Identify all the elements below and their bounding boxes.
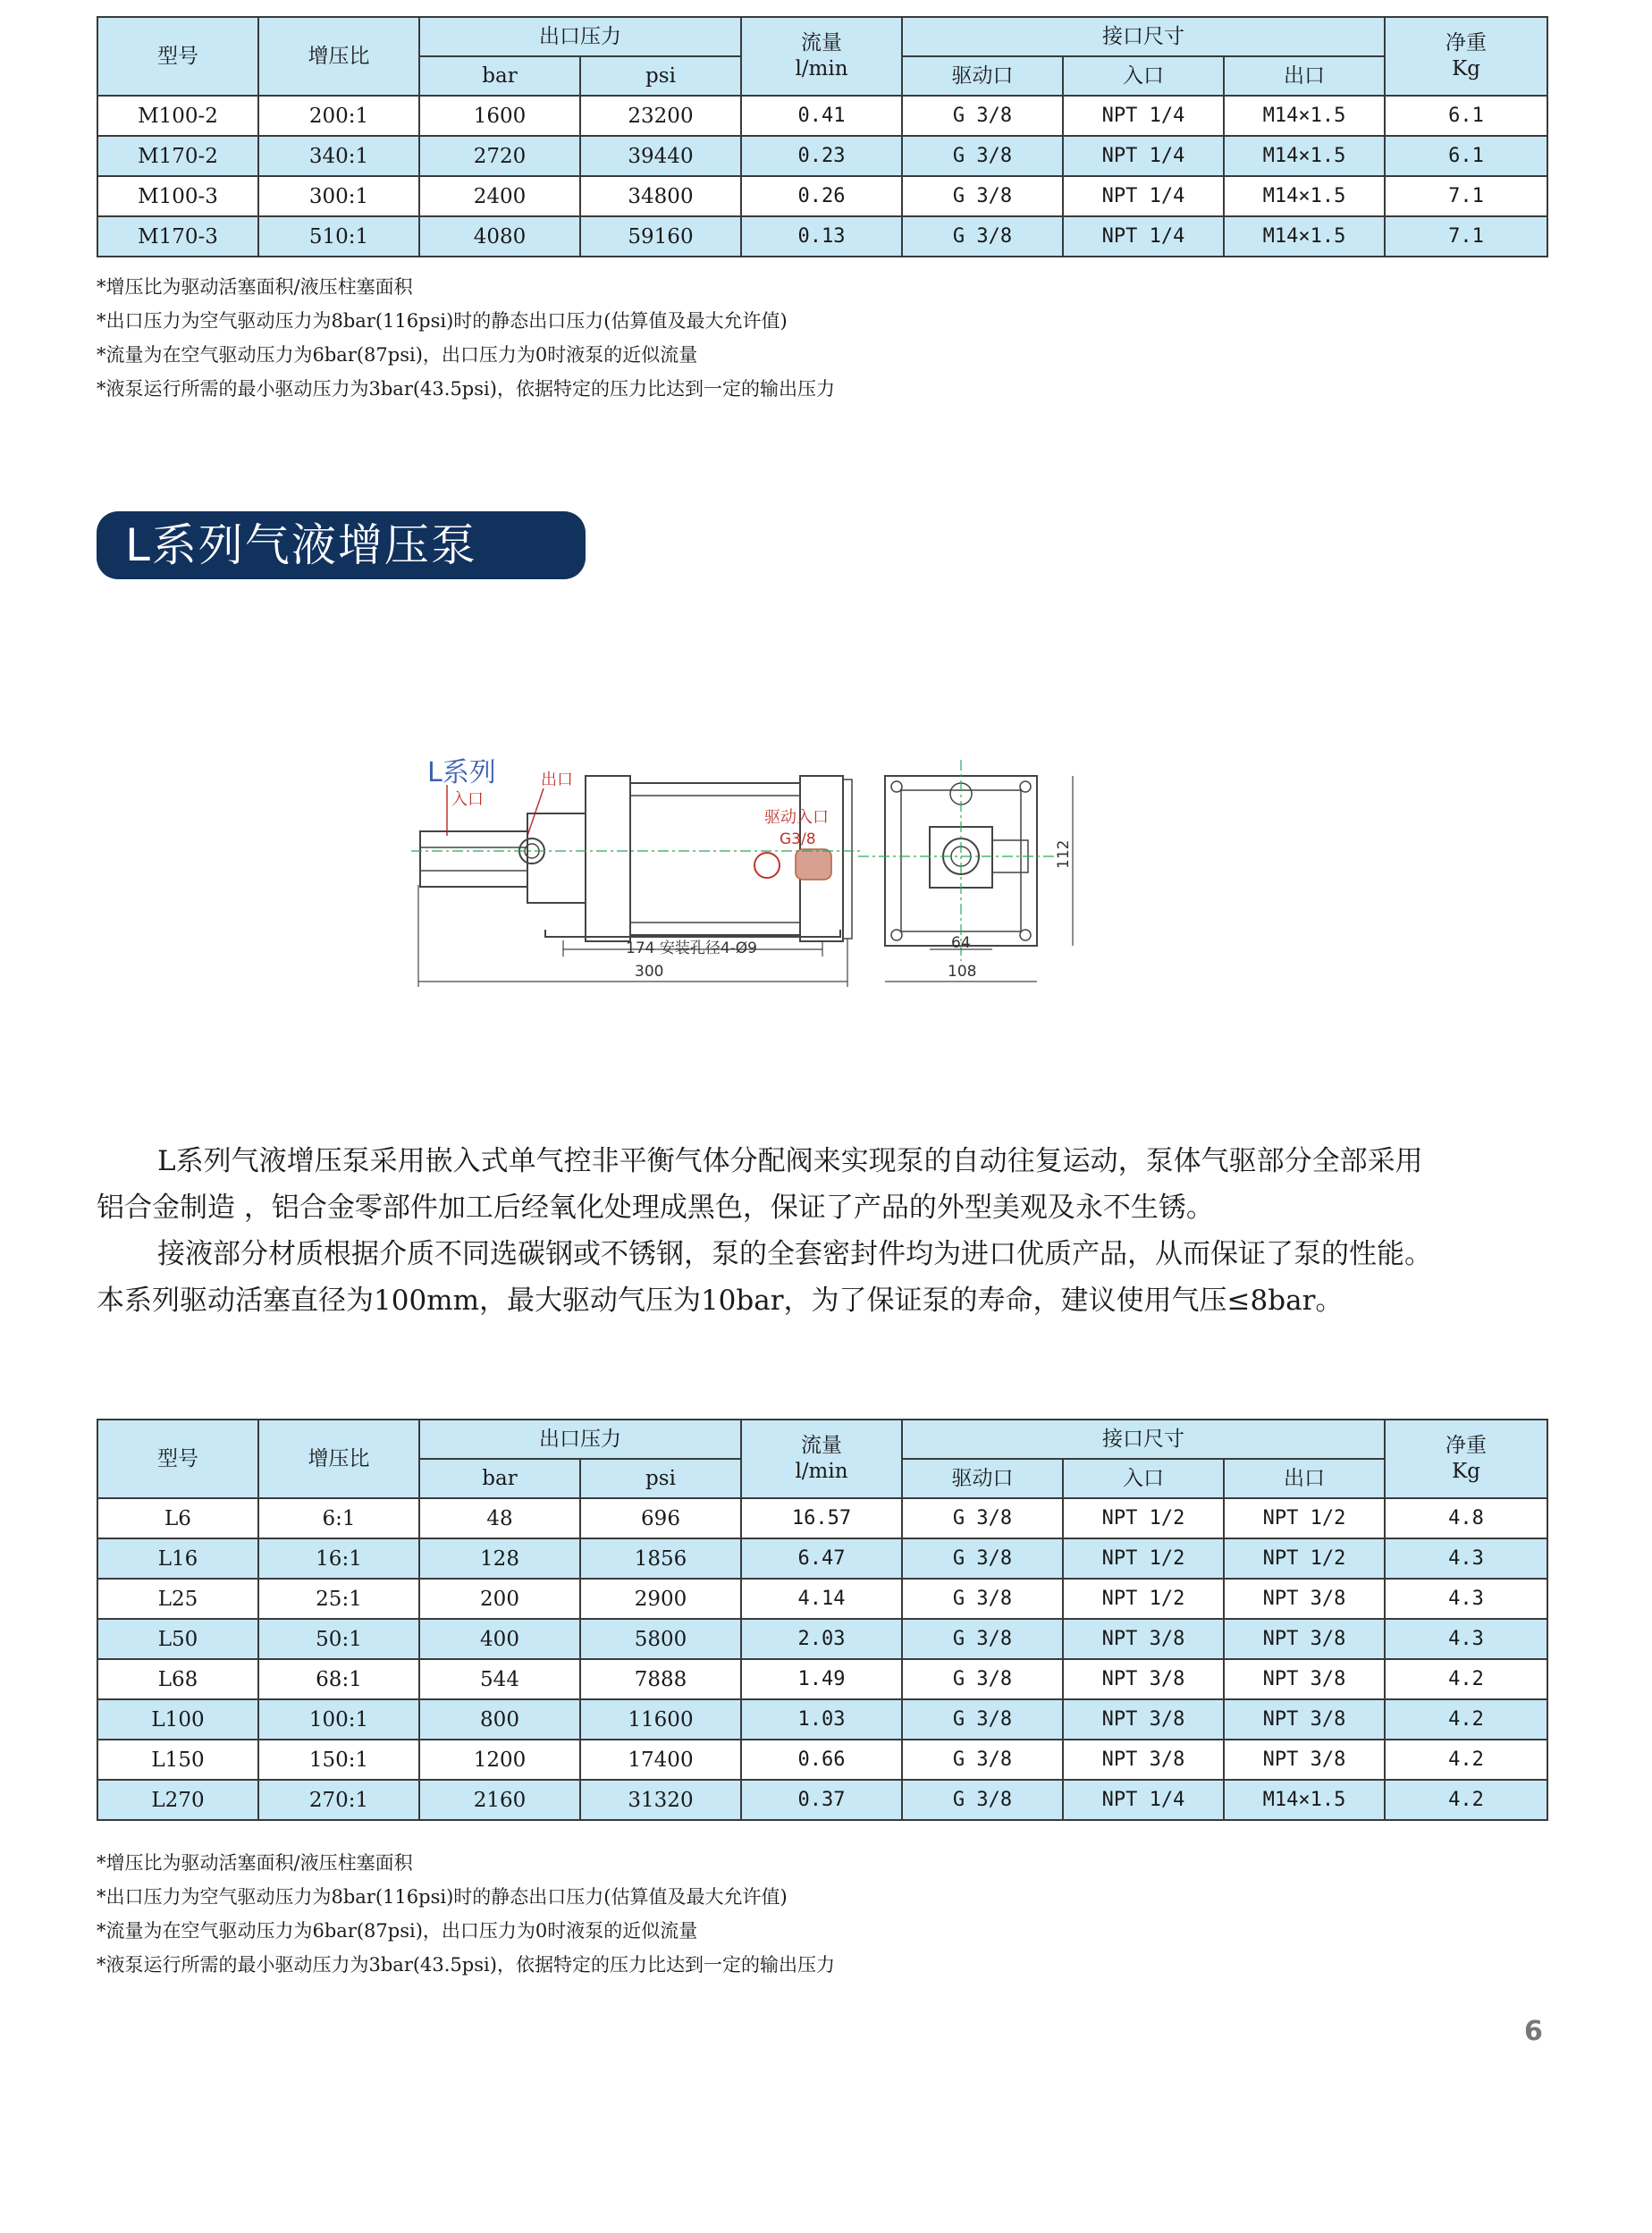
note-min-drive: *液泵运行所需的最小驱动压力为3bar(43.5psi)，依据特定的压力比达到一定的输出压力 [97,378,835,400]
cell-outlet: NPT 3/8 [1224,1740,1385,1780]
note-flow: *流量为在空气驱动压力为6bar(87psi)，出口压力为0时液泵的近似流量 [97,344,698,366]
cell-outlet: NPT 3/8 [1224,1699,1385,1740]
inlet-rod [420,831,527,887]
header-ports: 接口尺寸 [902,17,1385,56]
cell-drive: G 3/8 [902,1619,1063,1659]
cell-model: M100-3 [97,176,258,216]
label-outlet: 出口 [541,771,573,789]
header-drive-port: 驱动口 [902,56,1063,96]
cell-outlet: M14×1.5 [1224,176,1385,216]
description-line-2: 铝合金制造 ，铝合金零部件加工后经氧化处理成黑色，保证了产品的外型美观及永不生锈。 [97,1192,1214,1224]
header-weight: 净重 Kg [1385,1420,1547,1498]
cell-model: M100-2 [97,96,258,136]
header-drive-port: 驱动口 [902,1459,1063,1498]
cell-psi: 34800 [580,176,741,216]
l-series-spec-table [97,1419,1548,1821]
cell-outlet: NPT 1/2 [1224,1498,1385,1538]
cell-weight: 4.2 [1385,1780,1547,1820]
cell-drive: G 3/8 [902,1538,1063,1579]
cell-drive: G 3/8 [902,1780,1063,1820]
cell-ratio: 510:1 [258,216,419,257]
cell-bar: 800 [419,1699,580,1740]
cell-weight: 4.3 [1385,1619,1547,1659]
cell-flow: 0.13 [741,216,902,257]
cell-flow: 0.66 [741,1740,902,1780]
cell-psi: 23200 [580,96,741,136]
cell-flow: 1.03 [741,1699,902,1740]
note-outlet-pressure: *出口压力为空气驱动压力为8bar(116psi)时的静态出口压力(估算值及最大允许值) [97,1886,788,1908]
cell-outlet: M14×1.5 [1224,96,1385,136]
cell-outlet: M14×1.5 [1224,1780,1385,1820]
leader-outlet [527,788,544,836]
header-model: 型号 [97,17,258,96]
header-flow: 流量 l/min [741,17,902,96]
dim-width-outer: 108 [948,963,977,981]
table-row [97,216,1547,257]
header-inlet: 入口 [1063,56,1224,96]
table-row [97,1498,1547,1538]
header-outlet: 出口 [1224,1459,1385,1498]
label-series: L系列 [427,757,496,788]
header-inlet: 入口 [1063,1459,1224,1498]
cell-outlet: M14×1.5 [1224,216,1385,257]
note-outlet-pressure: *出口压力为空气驱动压力为8bar(116psi)时的静态出口压力(估算值及最大允许值) [97,310,788,332]
table-row [97,1699,1547,1740]
l-table-body [97,1498,1547,1820]
cell-inlet: NPT 3/8 [1063,1619,1224,1659]
cell-flow: 6.47 [741,1538,902,1579]
cell-weight: 4.2 [1385,1659,1547,1699]
cell-flow: 16.57 [741,1498,902,1538]
header-ratio: 增压比 [258,17,419,96]
cell-psi: 31320 [580,1780,741,1820]
header-psi: psi [580,56,741,96]
m-table-body [97,96,1547,257]
cell-weight: 4.3 [1385,1538,1547,1579]
cell-model: L68 [97,1659,258,1699]
cell-model: L50 [97,1619,258,1659]
description-line-4: 本系列驱动活塞直径为100mm，最大驱动气压为10bar，为了保证泵的寿命，建议使用气压≤8bar。 [97,1285,1344,1317]
cell-ratio: 25:1 [258,1579,419,1619]
cell-model: L100 [97,1699,258,1740]
outlet-block [527,813,586,903]
cell-bar: 400 [419,1619,580,1659]
cell-bar: 128 [419,1538,580,1579]
cell-model: L270 [97,1780,258,1820]
cell-psi: 1856 [580,1538,741,1579]
header-outlet: 出口 [1224,56,1385,96]
cell-inlet: NPT 1/4 [1063,96,1224,136]
cell-bar: 1600 [419,96,580,136]
cell-ratio: 340:1 [258,136,419,176]
table-row [97,1619,1547,1659]
header-model: 型号 [97,1420,258,1498]
cell-ratio: 300:1 [258,176,419,216]
description-line-1: L系列气液增压泵采用嵌入式单气控非平衡气体分配阀来实现泵的自动往复运动，泵体气驱部分全部采用 [157,1145,1423,1177]
cell-inlet: NPT 1/4 [1063,1780,1224,1820]
table-row [97,1740,1547,1780]
l-series-description [97,1138,1549,1324]
cell-ratio: 270:1 [258,1780,419,1820]
cell-weight: 7.1 [1385,176,1547,216]
m-series-spec-table [97,16,1548,257]
header-bar: bar [419,56,580,96]
header-bar: bar [419,1459,580,1498]
cell-inlet: NPT 3/8 [1063,1659,1224,1699]
label-drive-inlet: 驱动入口 [764,808,829,827]
table-row [97,1579,1547,1619]
header-flow: 流量 l/min [741,1420,902,1498]
cell-weight: 4.2 [1385,1740,1547,1780]
cell-model: M170-2 [97,136,258,176]
table-row [97,96,1547,136]
note-flow: *流量为在空气驱动压力为6bar(87psi)，出口压力为0时液泵的近似流量 [97,1920,698,1942]
cell-drive: G 3/8 [902,1699,1063,1740]
cell-bar: 544 [419,1659,580,1699]
cell-psi: 2900 [580,1579,741,1619]
cell-weight: 4.2 [1385,1699,1547,1740]
cell-drive: G 3/8 [902,1659,1063,1699]
cell-psi: 11600 [580,1699,741,1740]
cell-drive: G 3/8 [902,96,1063,136]
description-line-3: 接液部分材质根据介质不同选碳钢或不锈钢，泵的全套密封件均为进口优质产品，从而保证了泵的性能。 [157,1238,1432,1270]
page-number: 6 [1524,2016,1543,2047]
cell-outlet: M14×1.5 [1224,136,1385,176]
note-ratio: *增压比为驱动活塞面积/液压柱塞面积 [97,1852,413,1874]
cell-bar: 48 [419,1498,580,1538]
cell-bar: 2160 [419,1780,580,1820]
table-row [97,176,1547,216]
cell-drive: G 3/8 [902,216,1063,257]
l-table-notes [97,1846,835,1982]
table-row [97,1780,1547,1820]
cell-ratio: 16:1 [258,1538,419,1579]
cell-psi: 696 [580,1498,741,1538]
cell-weight: 4.3 [1385,1579,1547,1619]
header-outlet-pressure: 出口压力 [419,1420,741,1459]
dim-width-inner: 64 [951,934,971,952]
cell-model: L150 [97,1740,258,1780]
cell-psi: 39440 [580,136,741,176]
cell-inlet: NPT 1/2 [1063,1579,1224,1619]
cell-flow: 4.14 [741,1579,902,1619]
cell-flow: 0.23 [741,136,902,176]
cell-flow: 0.26 [741,176,902,216]
cell-weight: 4.8 [1385,1498,1547,1538]
cell-psi: 17400 [580,1740,741,1780]
cell-psi: 5800 [580,1619,741,1659]
header-psi: psi [580,1459,741,1498]
cell-outlet: NPT 3/8 [1224,1659,1385,1699]
cell-inlet: NPT 3/8 [1063,1740,1224,1780]
cell-ratio: 200:1 [258,96,419,136]
header-ports: 接口尺寸 [902,1420,1385,1459]
header-outlet-pressure: 出口压力 [419,17,741,56]
cell-inlet: NPT 1/4 [1063,176,1224,216]
cell-drive: G 3/8 [902,136,1063,176]
cell-model: M170-3 [97,216,258,257]
cylinder-flange-left [586,776,630,941]
cell-outlet: NPT 3/8 [1224,1619,1385,1659]
dim-height: 112 [1055,839,1073,869]
section-title-l-series: L系列气液增压泵 [97,511,586,579]
cell-psi: 7888 [580,1659,741,1699]
l-series-pump-drawing [411,751,1108,1001]
drive-port-icon [754,853,780,878]
cell-outlet: NPT 3/8 [1224,1579,1385,1619]
table-row [97,1538,1547,1579]
table-row [97,136,1547,176]
drive-fitting [796,849,831,880]
cell-ratio: 150:1 [258,1740,419,1780]
cell-flow: 2.03 [741,1619,902,1659]
cell-flow: 0.37 [741,1780,902,1820]
cell-model: L16 [97,1538,258,1579]
cell-ratio: 50:1 [258,1619,419,1659]
cell-psi: 59160 [580,216,741,257]
dim-length: 300 [635,963,664,981]
cell-model: L25 [97,1579,258,1619]
m-table-notes [97,270,835,406]
note-min-drive: *液泵运行所需的最小驱动压力为3bar(43.5psi)，依据特定的压力比达到一定的输出压力 [97,1954,835,1976]
cell-outlet: NPT 1/2 [1224,1538,1385,1579]
cylinder-body [630,783,800,935]
label-inlet: 入口 [451,790,484,809]
cell-flow: 1.49 [741,1659,902,1699]
cell-bar: 1200 [419,1740,580,1780]
cell-weight: 6.1 [1385,136,1547,176]
header-weight: 净重 Kg [1385,17,1547,96]
cell-drive: G 3/8 [902,1740,1063,1780]
cell-model: L6 [97,1498,258,1538]
cell-bar: 2720 [419,136,580,176]
cell-inlet: NPT 1/2 [1063,1538,1224,1579]
label-drive-thread: G3/8 [780,830,816,848]
cell-inlet: NPT 3/8 [1063,1699,1224,1740]
cell-weight: 7.1 [1385,216,1547,257]
cell-ratio: 68:1 [258,1659,419,1699]
cell-ratio: 100:1 [258,1699,419,1740]
cell-weight: 6.1 [1385,96,1547,136]
cell-drive: G 3/8 [902,176,1063,216]
header-ratio: 增压比 [258,1420,419,1498]
cell-bar: 200 [419,1579,580,1619]
cell-inlet: NPT 1/4 [1063,136,1224,176]
cell-bar: 4080 [419,216,580,257]
cell-drive: G 3/8 [902,1579,1063,1619]
table-row [97,1659,1547,1699]
dim-mount: 174 安装孔径4-Ø9 [626,940,757,957]
note-ratio: *增压比为驱动活塞面积/液压柱塞面积 [97,276,413,298]
cell-drive: G 3/8 [902,1498,1063,1538]
cell-ratio: 6:1 [258,1498,419,1538]
cell-bar: 2400 [419,176,580,216]
cell-inlet: NPT 1/4 [1063,216,1224,257]
cell-inlet: NPT 1/2 [1063,1498,1224,1538]
cell-flow: 0.41 [741,96,902,136]
